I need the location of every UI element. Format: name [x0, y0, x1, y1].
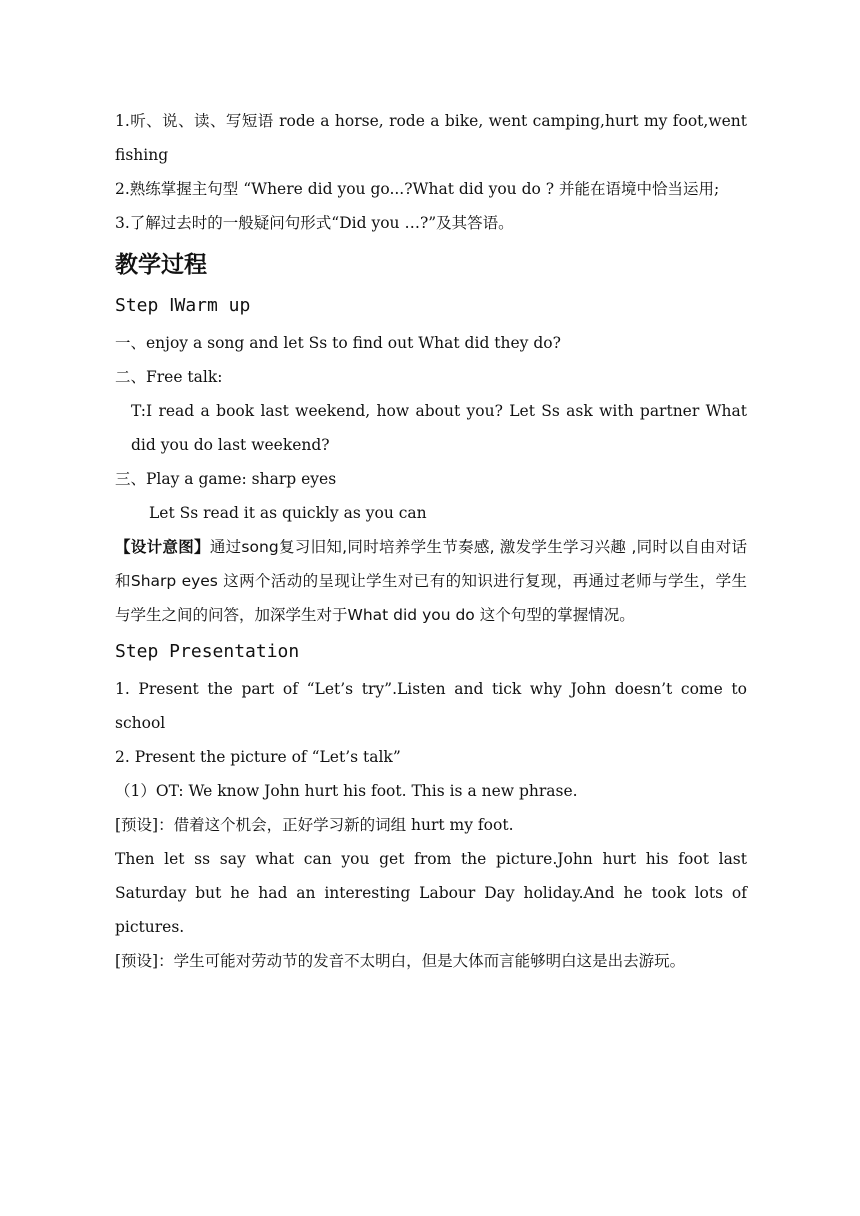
step1-item-3: T:I read a book last weekend, how about you? Let Ss ask with partner What did you do last weekend?	[131, 402, 747, 454]
step1-item-1: 一、enjoy a song and let Ss to find out What did they do?	[115, 334, 561, 352]
step1-heading: Step ⅠWarm up	[115, 295, 251, 316]
objective-1: 1.听、说、读、写短语 rode a horse, rode a bike, went camping,hurt my foot,went fishing	[115, 112, 747, 164]
design-intent	[115, 530, 747, 632]
document-page	[115, 104, 747, 978]
objective-3: 3.了解过去时的一般疑问句形式“Did you …?”及其答语。	[115, 214, 514, 232]
design-intent-label: 【设计意图】	[115, 538, 210, 556]
step2-item-4: [预设]：借着这个机会，正好学习新的词组 hurt my foot.	[115, 816, 514, 834]
step2-item-3: （1）OT: We know John hurt his foot. This is a new phrase.	[115, 782, 578, 800]
step1-item-4: 三、Play a game: sharp eyes	[115, 470, 337, 488]
step2-heading: Step Presentation	[115, 641, 300, 662]
objective-2: 2.熟练掌握主句型 “Where did you go...?What did you do ? 并能在语境中恰当运用;	[115, 180, 720, 198]
step1-item-5: Let Ss read it as quickly as you can	[149, 504, 427, 522]
step2-item-6: [预设]：学生可能对劳动节的发音不太明白，但是大体而言能够明白这是出去游玩。	[115, 952, 686, 970]
design-intent-text: 通过song复习旧知,同时培养学生节奏感, 激发学生学习兴趣 ,同时以自由对话和Sharp eyes 这两个活动的呈现让学生对已有的知识进行复现，再通过老师与学生，学生与学生之间的问答，加深学生对于What did you do 这个句型的掌握情况。	[115, 538, 747, 624]
step2-item-2: 2. Present the picture of “Let’s talk”	[115, 748, 401, 766]
step1-item-2: 二、Free talk:	[115, 368, 223, 386]
section-heading-process: 教学过程	[115, 252, 207, 278]
step2-item-5: Then let ss say what can you get from the picture.John hurt his foot last Saturday but he had an interesting Labour Day holiday.And he took lots of pictures.	[115, 850, 747, 936]
step2-item-1: 1. Present the part of “Let’s try”.Listen and tick why John doesn’t come to school	[115, 680, 747, 732]
